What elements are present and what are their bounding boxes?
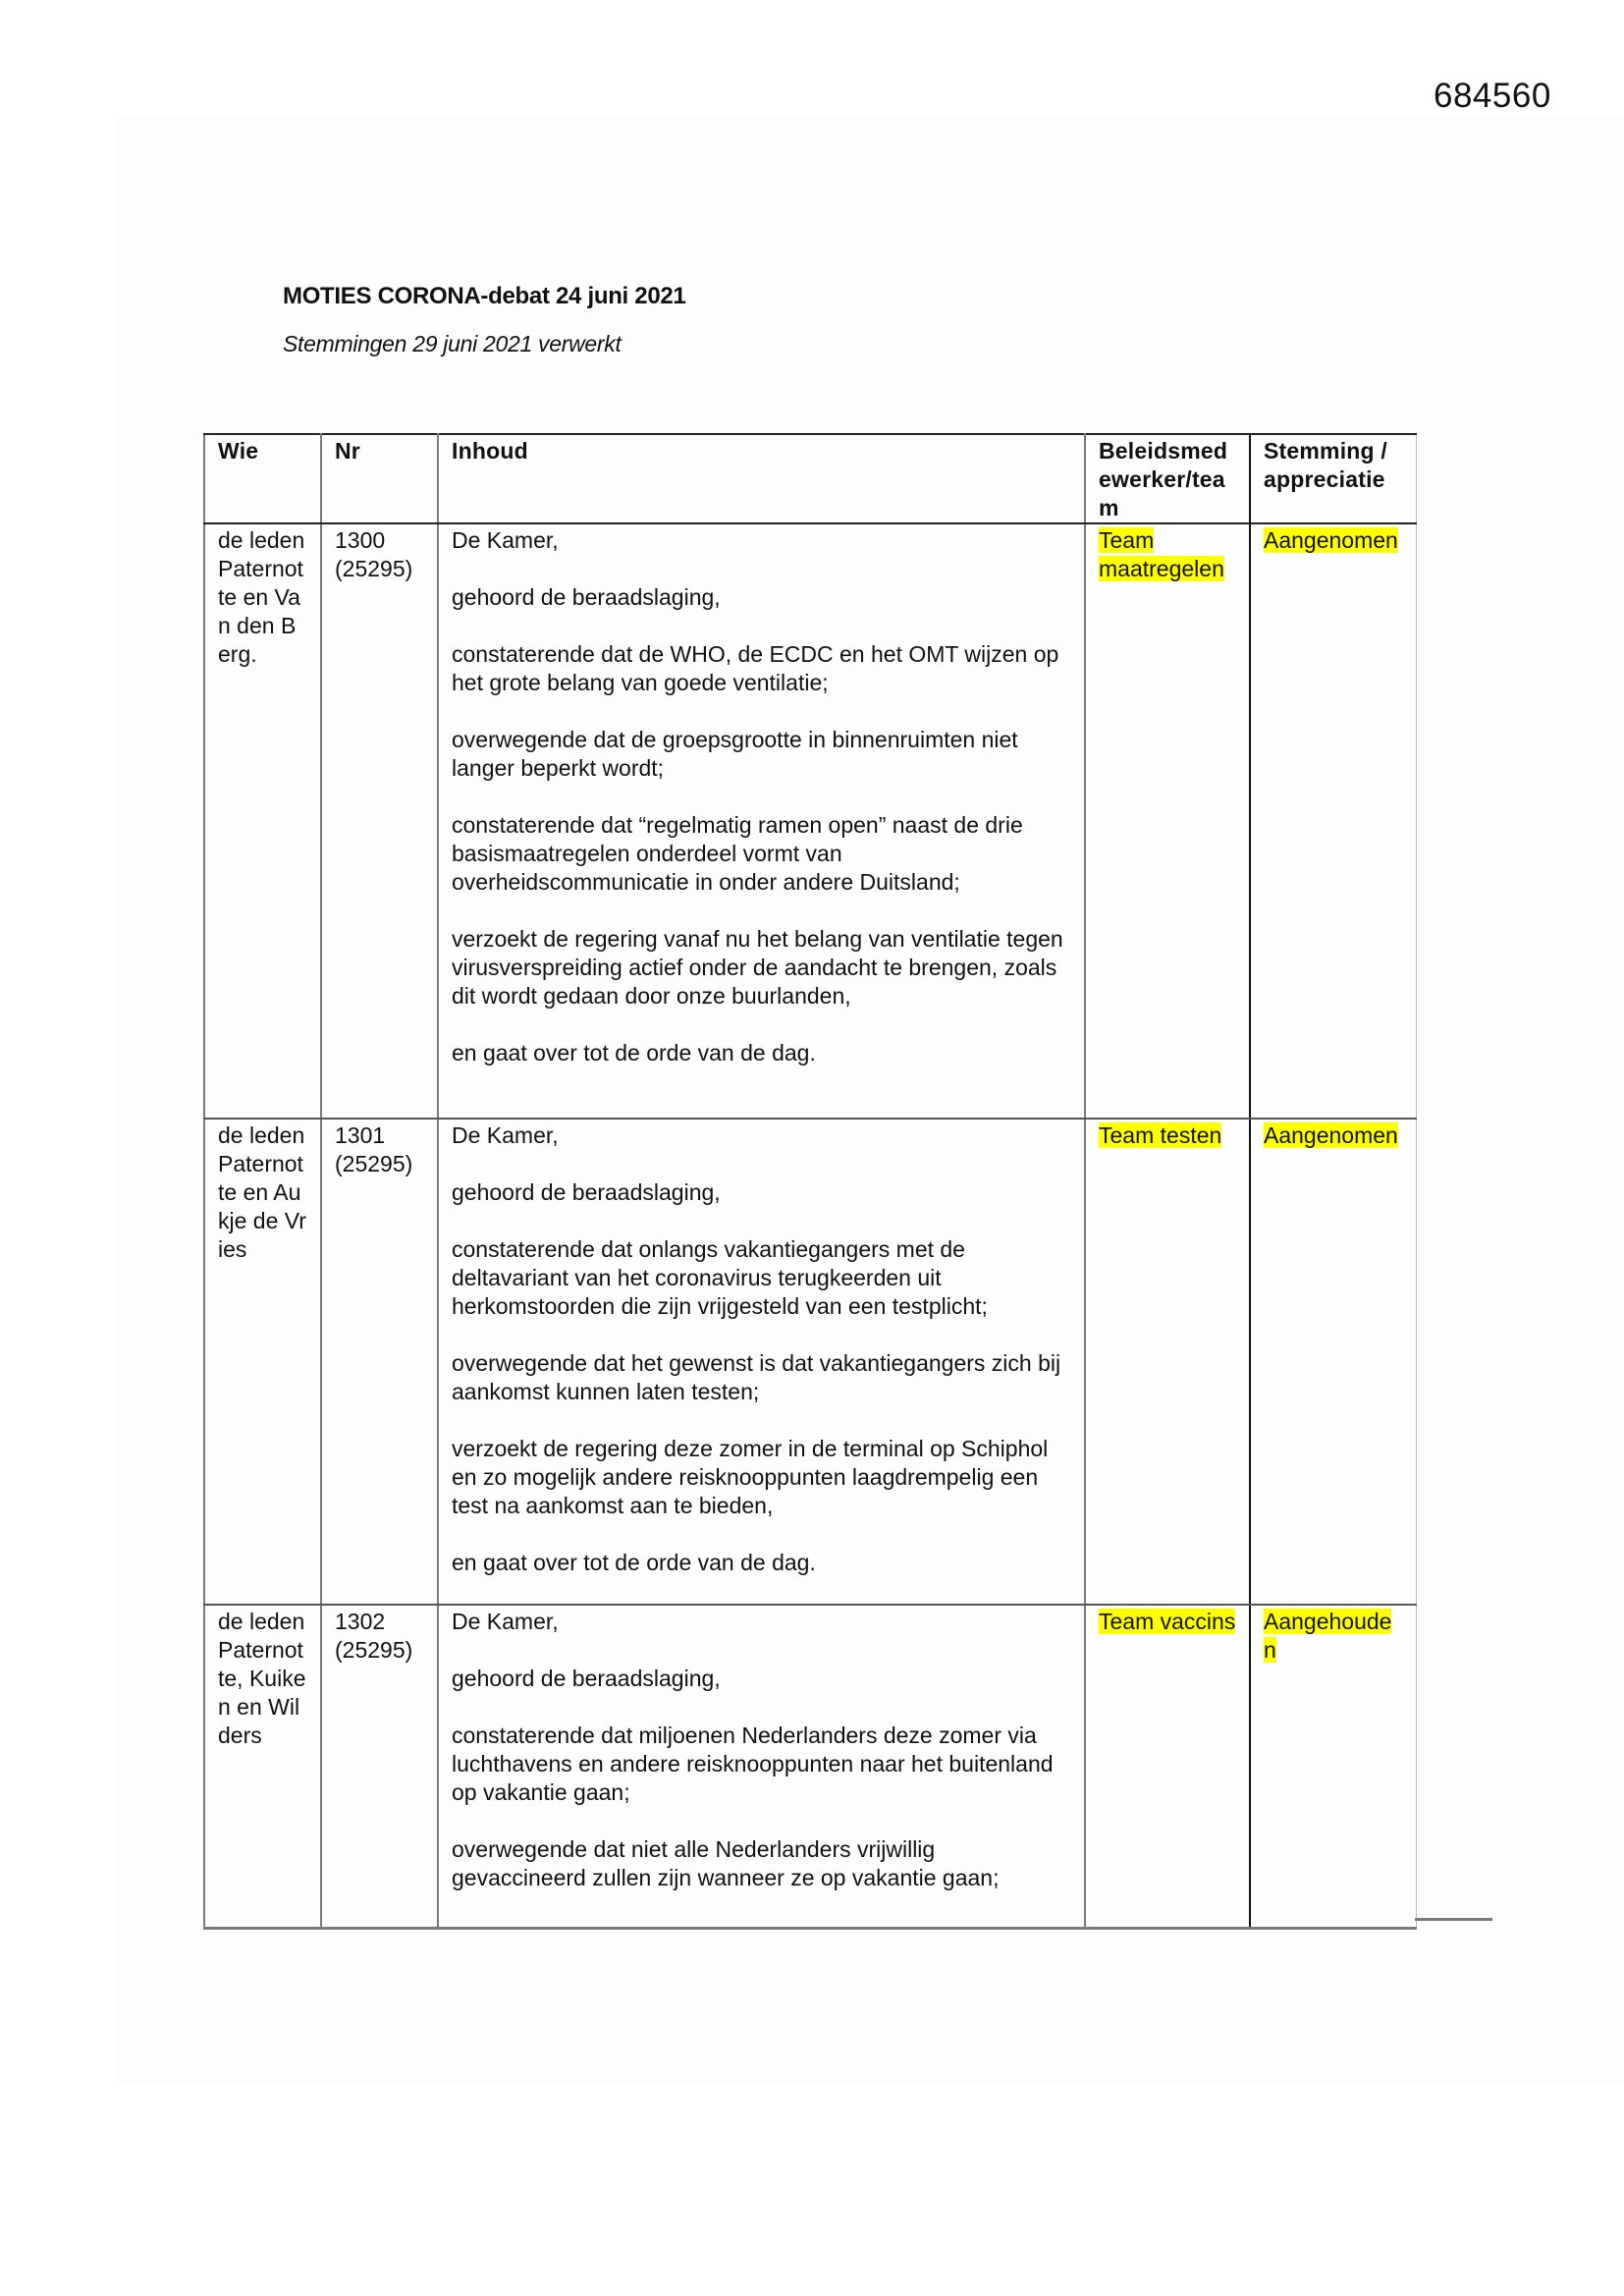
motion-paragraph: De Kamer, bbox=[452, 1609, 559, 1634]
cell-inhoud bbox=[438, 1605, 1085, 1929]
cell-team bbox=[1085, 1605, 1250, 1929]
table-row bbox=[204, 1119, 1416, 1605]
status-badge: Aangehouden bbox=[1264, 1609, 1392, 1663]
motion-paragraph: De Kamer, bbox=[452, 1122, 559, 1148]
status-badge: Aangenomen bbox=[1264, 527, 1398, 553]
cell-team bbox=[1085, 523, 1250, 1119]
table-row bbox=[204, 523, 1416, 1119]
cell-inhoud bbox=[438, 1119, 1085, 1605]
motion-paragraph: overwegende dat de groepsgrootte in binnenruimten niet langer beperkt wordt; bbox=[452, 727, 1018, 781]
motion-paragraph: gehoord de beraadslaging, bbox=[452, 1179, 721, 1205]
dossier-number: (25295) bbox=[335, 1637, 413, 1663]
motion-number: 1302 bbox=[335, 1609, 386, 1634]
cell-wie: de leden Paternotte en Van den Berg. bbox=[204, 523, 321, 1119]
cell-nr bbox=[321, 1605, 438, 1929]
team-highlight: Team vaccins bbox=[1099, 1609, 1236, 1634]
page-subtitle: Stemmingen 29 juni 2021 verwerkt bbox=[283, 331, 622, 356]
cell-wie: de leden Paternotte en Aukje de Vries bbox=[204, 1119, 321, 1605]
motion-paragraph: verzoekt de regering deze zomer in de terminal op Schiphol en zo mogelijk andere reisknooppunten laagdrempelig een test na aankomst aan te bieden, bbox=[452, 1436, 1049, 1518]
table-bottom-border-extension bbox=[1415, 1918, 1492, 1921]
dossier-number: (25295) bbox=[335, 1151, 413, 1176]
motion-paragraph: constaterende dat de WHO, de ECDC en het OMT wijzen op het grote belang van goede ventilatie; bbox=[452, 641, 1059, 695]
cell-team bbox=[1085, 1119, 1250, 1605]
motion-paragraph: verzoekt de regering vanaf nu het belang van ventilatie tegen virusverspreiding actief onder de aandacht te brengen, zoals dit wordt gedaan door onze buurlanden, bbox=[452, 926, 1063, 1009]
header-team: Beleidsmedewerker/team bbox=[1085, 434, 1250, 523]
motion-paragraph: gehoord de beraadslaging, bbox=[452, 1666, 721, 1691]
header-inhoud: Inhoud bbox=[438, 434, 1085, 523]
status-badge: Aangenomen bbox=[1264, 1122, 1398, 1148]
document-id: 684560 bbox=[1434, 77, 1551, 115]
team-highlight: Team testen bbox=[1099, 1122, 1222, 1148]
motion-paragraph: overwegende dat niet alle Nederlanders vrijwillig gevaccineerd zullen zijn wanneer ze op vakantie gaan; bbox=[452, 1836, 1000, 1890]
dossier-number: (25295) bbox=[335, 556, 413, 581]
motion-paragraph: gehoord de beraadslaging, bbox=[452, 584, 721, 610]
motion-paragraph: constaterende dat miljoenen Nederlanders deze zomer via luchthavens en andere reisknooppunten naar het buitenland op vakantie gaan; bbox=[452, 1722, 1054, 1805]
motion-paragraph: constaterende dat “regelmatig ramen open” naast de drie basismaatregelen onderdeel vormt van overheidscommunicatie in onder andere Duitsland; bbox=[452, 812, 1023, 895]
table-header-row bbox=[204, 434, 1416, 523]
header-wie: Wie bbox=[204, 434, 321, 523]
header-stemming: Stemming / appreciatie bbox=[1250, 434, 1416, 523]
motion-paragraph: en gaat over tot de orde van de dag. bbox=[452, 1550, 816, 1575]
motion-paragraph: overwegende dat het gewenst is dat vakantiegangers zich bij aankomst kunnen laten testen; bbox=[452, 1350, 1061, 1404]
header-nr: Nr bbox=[321, 434, 438, 523]
cell-stemming bbox=[1250, 1119, 1416, 1605]
motions-table bbox=[203, 433, 1417, 1930]
table-row bbox=[204, 1605, 1416, 1929]
motion-paragraph: en gaat over tot de orde van de dag. bbox=[452, 1040, 816, 1066]
page-title: MOTIES CORONA-debat 24 juni 2021 bbox=[283, 283, 686, 309]
cell-stemming bbox=[1250, 1605, 1416, 1929]
motion-number: 1300 bbox=[335, 527, 386, 553]
cell-nr bbox=[321, 523, 438, 1119]
cell-inhoud bbox=[438, 523, 1085, 1119]
cell-nr bbox=[321, 1119, 438, 1605]
cell-wie: de leden Paternotte, Kuiken en Wilders bbox=[204, 1605, 321, 1929]
motion-paragraph: De Kamer, bbox=[452, 527, 559, 553]
team-highlight: Team maatregelen bbox=[1099, 527, 1224, 581]
motion-paragraph: constaterende dat onlangs vakantiegangers met de deltavariant van het coronavirus terugkeerden uit herkomstoorden die zijn vrijgesteld van een testplicht; bbox=[452, 1236, 988, 1319]
motion-number: 1301 bbox=[335, 1122, 386, 1148]
cell-stemming bbox=[1250, 523, 1416, 1119]
